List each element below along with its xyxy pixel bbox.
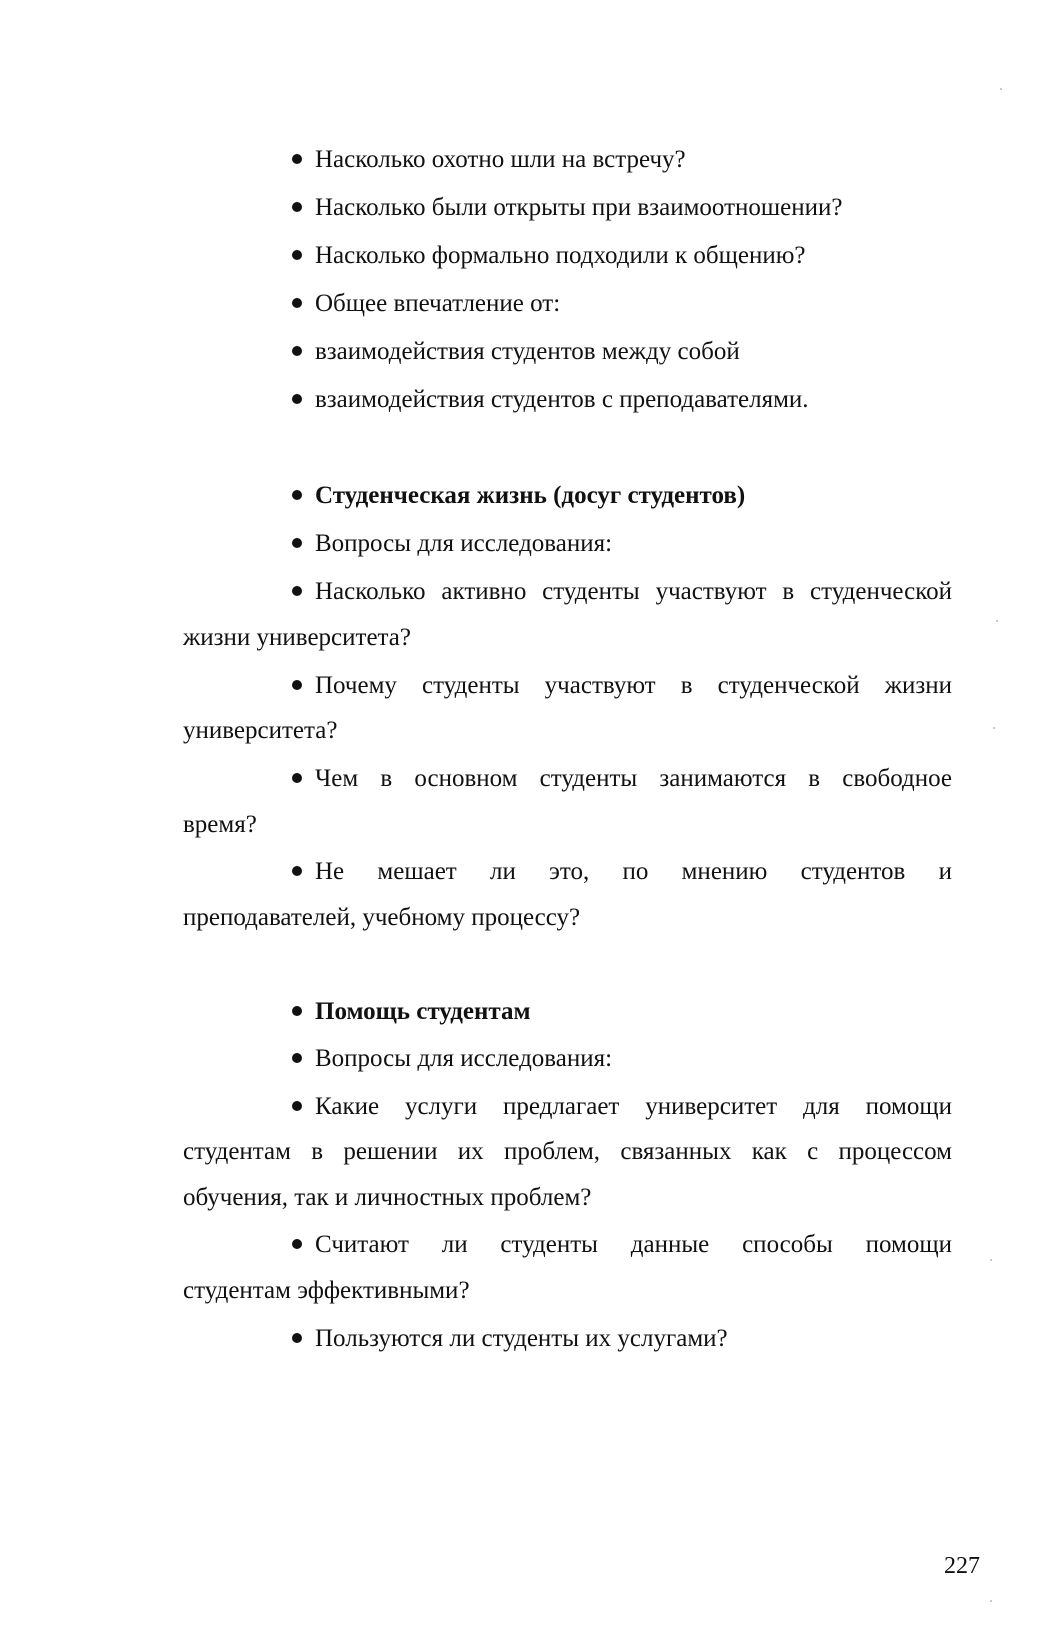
question-item: Не мешает ли это, по мнению студентов и <box>292 857 952 887</box>
list-item: взаимодействия студентов между собой <box>292 337 740 367</box>
bullet-icon <box>292 866 302 876</box>
list-item: Насколько были открыты при взаимоотношении? <box>292 193 842 223</box>
section-subheading: Вопросы для исследования: <box>292 1044 612 1074</box>
section-heading-student-life: Студенческая жизнь (досуг студентов) <box>292 481 745 511</box>
bullet-icon <box>292 202 302 212</box>
question-item: Какие услуги предлагает университет для помощи <box>292 1092 952 1122</box>
question-item: Пользуются ли студенты их услугами? <box>292 1324 728 1354</box>
list-item: взаимодействия студентов с преподавателями. <box>292 385 809 415</box>
question-continuation: преподавателей, учебному процессу? <box>183 904 581 931</box>
bullet-icon <box>292 1239 302 1249</box>
bullet-icon <box>292 1053 302 1063</box>
question-continuation: университета? <box>183 717 338 744</box>
section-heading-student-help: Помощь студентам <box>292 997 530 1027</box>
bullet-icon <box>292 154 302 164</box>
bullet-icon <box>292 586 302 596</box>
question-continuation: жизни университета? <box>183 624 411 651</box>
question-item: Насколько активно студенты участвуют в студенческой <box>292 577 952 607</box>
question-continuation: время? <box>183 811 257 838</box>
bullet-icon <box>292 680 302 690</box>
bullet-icon <box>292 538 302 548</box>
list-item: Общее впечатление от: <box>292 289 560 319</box>
question-continuation: студентам эффективными? <box>183 1277 470 1304</box>
page-number: 227 <box>944 1553 980 1579</box>
bullet-icon <box>292 490 302 500</box>
scan-speck <box>1000 88 1002 90</box>
bullet-icon <box>292 1101 302 1111</box>
bullet-icon <box>292 346 302 356</box>
bullet-icon <box>292 773 302 783</box>
scan-speck <box>993 727 995 729</box>
list-item: Насколько формально подходили к общению? <box>292 241 806 271</box>
question-item: Чем в основном студенты занимаются в свободное <box>292 764 952 794</box>
bullet-icon <box>292 1333 302 1343</box>
question-continuation: студентам в решении их проблем, связанных как с процессом <box>183 1138 952 1165</box>
bullet-icon <box>292 1006 302 1016</box>
question-continuation: обучения, так и личностных проблем? <box>183 1184 592 1211</box>
list-item: Насколько охотно шли на встречу? <box>292 145 686 175</box>
question-item: Почему студенты участвуют в студенческой жизни <box>292 671 952 701</box>
question-item: Считают ли студенты данные способы помощи <box>292 1230 952 1260</box>
bullet-icon <box>292 250 302 260</box>
bullet-icon <box>292 298 302 308</box>
scan-speck <box>996 620 998 622</box>
section-subheading: Вопросы для исследования: <box>292 529 612 559</box>
scan-speck <box>990 1259 992 1261</box>
bullet-icon <box>292 394 302 404</box>
scan-speck <box>990 1600 992 1602</box>
